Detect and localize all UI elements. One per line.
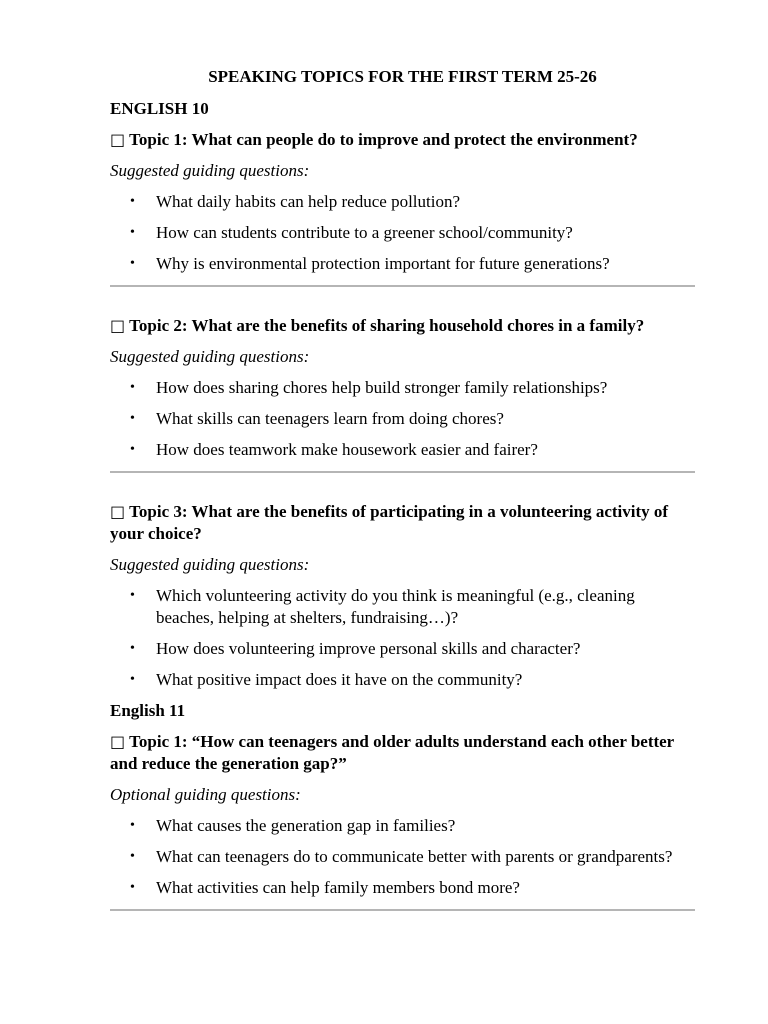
list-item: [110, 191, 695, 213]
guiding-questions-label: Suggested guiding questions:: [110, 161, 310, 180]
guiding-questions-label: Optional guiding questions:: [110, 785, 301, 804]
horizontal-divider: [110, 909, 695, 911]
bullet-icon: •: [130, 641, 135, 656]
bullet-icon: •: [130, 411, 135, 426]
topic-title: Topic 1: “How can teenagers and older adults understand each other better and reduce the generation gap?”: [110, 732, 674, 773]
bullet-icon: •: [130, 194, 135, 209]
question-text: How can students contribute to a greener school/community?: [156, 223, 573, 242]
question-text: How does teamwork make housework easier and fairer?: [156, 440, 538, 459]
topic-title: Topic 2: What are the benefits of sharing household chores in a family?: [129, 316, 645, 335]
document-title: SPEAKING TOPICS FOR THE FIRST TERM 25-26: [208, 67, 597, 86]
bullet-icon: •: [130, 225, 135, 240]
bullet-icon: •: [130, 880, 135, 895]
checkbox-square-icon: □: [110, 502, 126, 521]
question-list: [110, 191, 695, 275]
question-text: How does sharing chores help build stronger family relationships?: [156, 378, 608, 397]
bullet-icon: •: [130, 588, 135, 603]
checkbox-square-icon: □: [110, 130, 126, 149]
topic-heading: [110, 315, 695, 337]
topic-heading: [110, 501, 695, 545]
list-item: [110, 408, 695, 430]
question-list: [110, 815, 695, 899]
bullet-icon: •: [130, 818, 135, 833]
checkbox-square-icon: □: [110, 316, 126, 335]
list-item: [110, 638, 695, 660]
bullet-icon: •: [130, 256, 135, 271]
list-item: [110, 253, 695, 275]
question-list: [110, 585, 695, 691]
topic-title: Topic 3: What are the benefits of participating in a volunteering activity of your choice?: [110, 502, 669, 543]
checkbox-square-icon: □: [110, 732, 126, 751]
question-text: What positive impact does it have on the community?: [156, 670, 523, 689]
guiding-questions-label: Suggested guiding questions:: [110, 347, 310, 366]
list-item: [110, 377, 695, 399]
question-list: [110, 377, 695, 461]
horizontal-divider: [110, 285, 695, 287]
guiding-questions-label: Suggested guiding questions:: [110, 555, 310, 574]
list-item: [110, 877, 695, 899]
question-text: Which volunteering activity do you think is meaningful (e.g., cleaning beaches, helping at shelters, fundraising…)?: [156, 586, 635, 627]
list-item: [110, 846, 695, 868]
document-page: [110, 66, 695, 911]
list-item: [110, 439, 695, 461]
topic-title: Topic 1: What can people do to improve and protect the environment?: [129, 130, 638, 149]
list-item: [110, 669, 695, 691]
section-heading-english-10: ENGLISH 10: [110, 99, 209, 118]
bullet-icon: •: [130, 442, 135, 457]
question-text: What daily habits can help reduce pollution?: [156, 192, 461, 211]
topic-heading: [110, 129, 695, 151]
bullet-icon: •: [130, 380, 135, 395]
bullet-icon: •: [130, 849, 135, 864]
list-item: [110, 815, 695, 837]
question-text: What skills can teenagers learn from doing chores?: [156, 409, 504, 428]
question-text: How does volunteering improve personal skills and character?: [156, 639, 581, 658]
question-text: What causes the generation gap in families?: [156, 816, 456, 835]
horizontal-divider: [110, 471, 695, 473]
bullet-icon: •: [130, 672, 135, 687]
question-text: Why is environmental protection important for future generations?: [156, 254, 610, 273]
list-item: [110, 585, 695, 629]
question-text: What can teenagers do to communicate better with parents or grandparents?: [156, 847, 673, 866]
section-heading-english-11: English 11: [110, 701, 186, 720]
list-item: [110, 222, 695, 244]
question-text: What activities can help family members bond more?: [156, 878, 520, 897]
topic-heading: [110, 731, 695, 775]
